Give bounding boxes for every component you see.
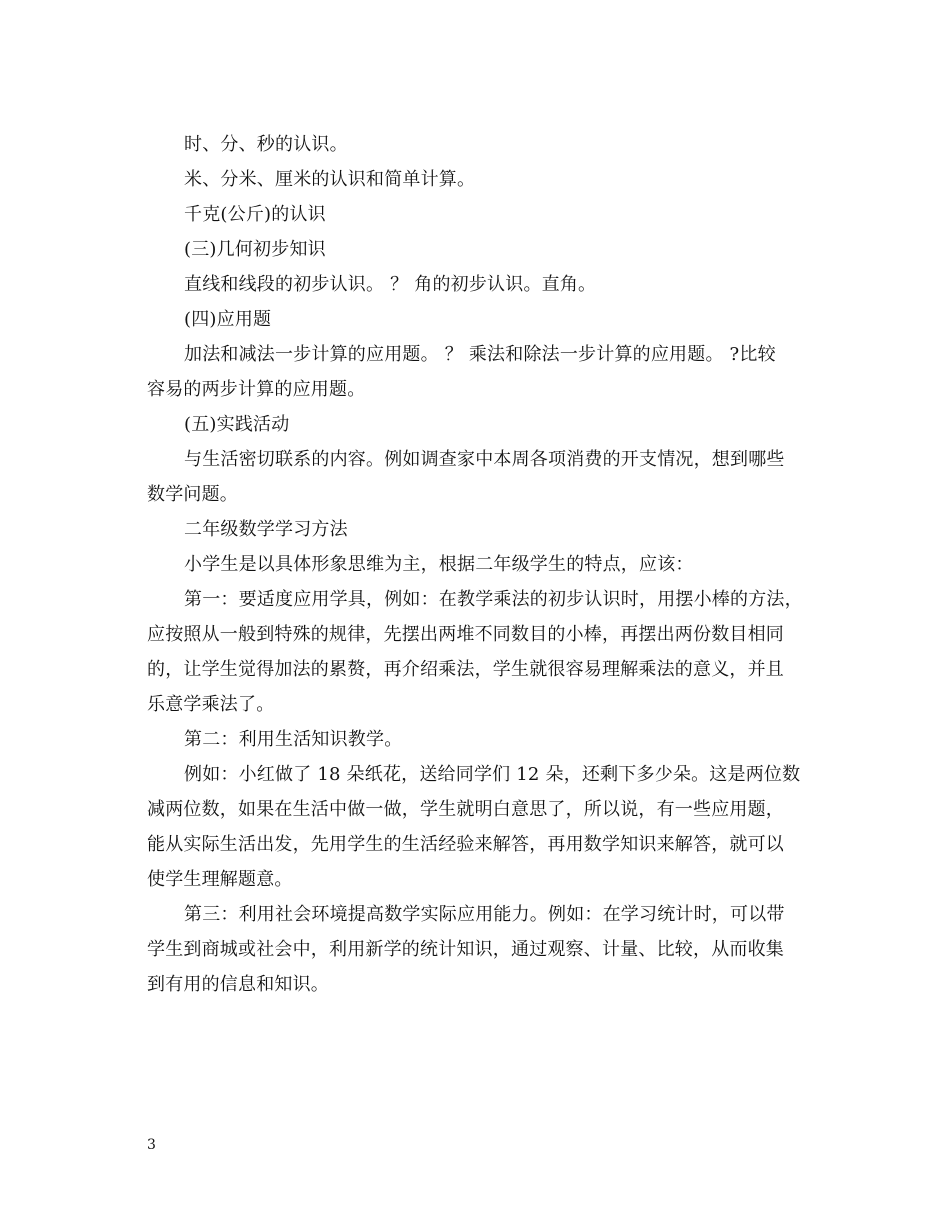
text-line: 容易的两步计算的应用题。 [147,379,366,400]
text-line: 乐意学乘法了。 [147,694,275,715]
text-line: 到有用的信息和知识。 [147,974,329,995]
text-line: 数学问题。 [147,484,238,505]
text-line: 米、分米、厘米的认识和简单计算。 [184,169,476,190]
text-line: 加法和减法一步计算的应用题。 ？ 乘法和除法一步计算的应用题。 ?比较 [184,344,776,365]
text-line: 千克(公斤)的认识 [184,204,326,225]
text-line: 应按照从一般到特殊的规律，先摆出两堆不同数目的小棒，再摆出两份数目相同 [147,624,784,645]
text-line: 第三：利用社会环境提高数学实际应用能力。例如：在学习统计时，可以带 [184,904,785,925]
text-line: 的，让学生觉得加法的累赘，再介绍乘法，学生就很容易理解乘法的意义，并且 [147,659,784,680]
text-line: 例如：小红做了 18 朵纸花，送给同学们 12 朵，还剩下多少朵。这是两位数 [184,764,801,785]
text-line: 小学生是以具体形象思维为主，根据二年级学生的特点，应该： [184,554,694,575]
document-body [147,127,807,1002]
text-line: 能从实际生活出发，先用学生的生活经验来解答，再用数学知识来解答，就可以 [147,834,784,855]
text-line: 时、分、秒的认识。 [184,134,348,155]
text-line: 学生到商城或社会中，利用新学的统计知识，通过观察、计量、比较，从而收集 [147,939,784,960]
text-line: (五)实践活动 [184,414,290,435]
text-line: (四)应用题 [184,309,272,330]
text-line: 第二：利用生活知识教学。 [184,729,403,750]
text-line: 第一：要适度应用学具，例如：在教学乘法的初步认识时，用摆小棒的方法， [184,589,803,610]
text-line: (三)几何初步知识 [184,239,326,260]
text-line: 减两位数，如果在生活中做一做，学生就明白意思了，所以说，有一些应用题， [147,799,784,820]
text-line: 与生活密切联系的内容。例如调查家中本周各项消费的开支情况，想到哪些 [184,449,785,470]
text-line: 直线和线段的初步认识。 ？ 角的初步认识。直角。 [184,274,597,295]
page-number: 3 [147,1137,156,1153]
text-line: 二年级数学学习方法 [184,519,348,540]
text-line: 使学生理解题意。 [147,869,293,890]
